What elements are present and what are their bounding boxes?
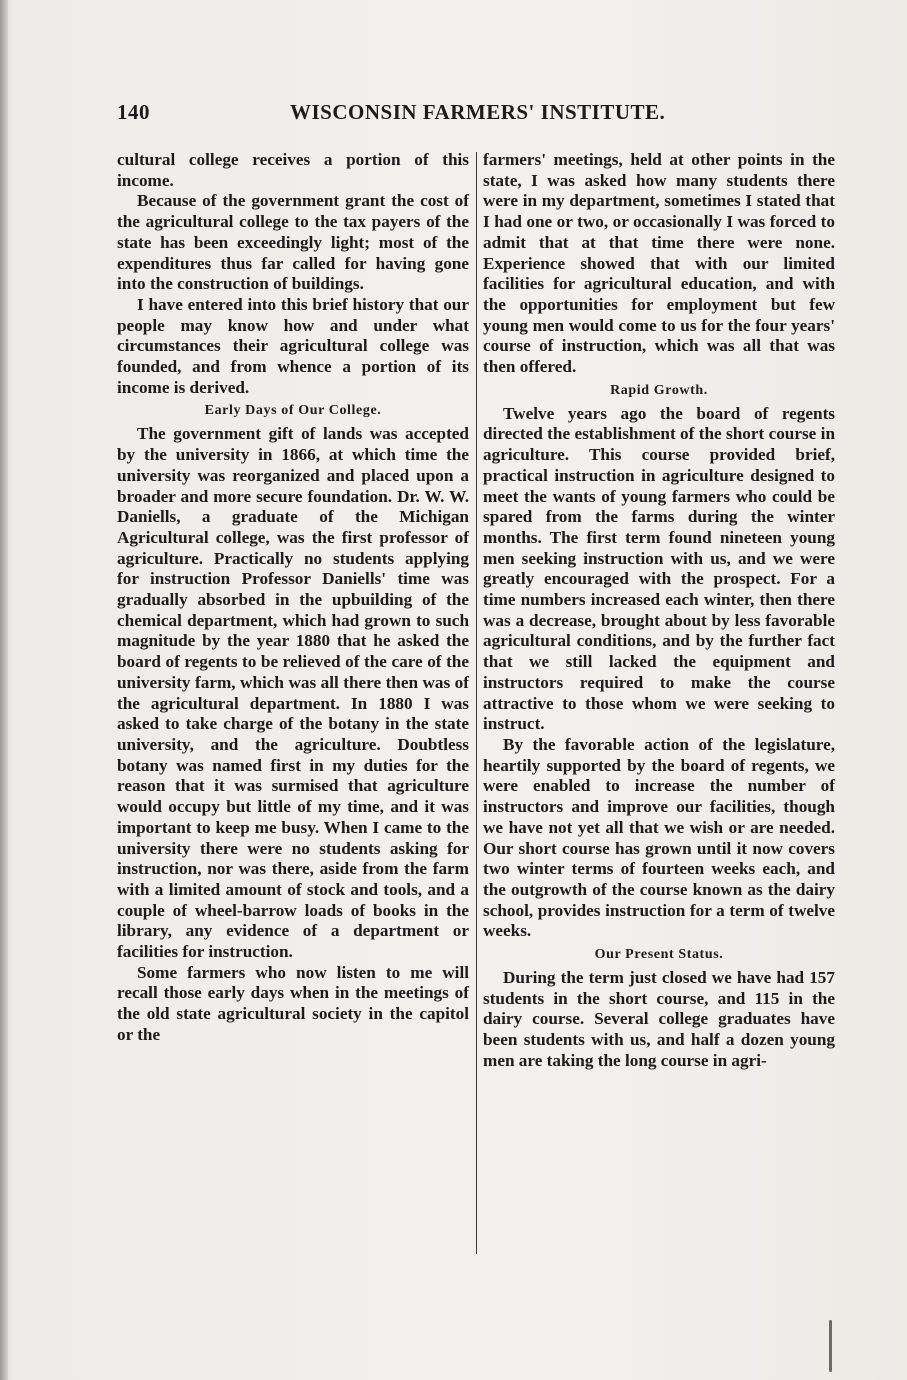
page-edge-shadow — [0, 0, 8, 1380]
paragraph: cultural college receives a portion of this income. — [117, 150, 469, 190]
paragraph: During the term just closed we have had 157 students in the short course, and 115 in the dairy course. Several college graduates have been students with us, and half a dozen young men are taking the long course in agri- — [483, 968, 835, 1070]
right-column — [483, 150, 835, 1072]
paragraph: Some farmers who now listen to me will recall those early days when in the meetings of the old state agricultural society in the capitol or the — [117, 962, 469, 1044]
paragraph: Twelve years ago the board of regents directed the establishment of the short course in agriculture. This course provided brief, practical instruction in agriculture designed to meet the wants of young farmers who could be spared from the farms during the winter months. The first term found nineteen young men seeking instruction with us, and we were greatly encouraged with the prospect. For a time numbers increased each winter, then there was a decrease, brought about by less favorable agricultural conditions, and by the further fact that we still lacked the equipment and instructors required to make the course attractive to those whom we were seeking to instruct. — [483, 403, 835, 734]
scan-mark — [829, 1320, 832, 1372]
column-divider — [476, 152, 477, 1254]
paragraph: The government gift of lands was accepted by the university in 1866, at which time the university was reorganized and placed upon a broader and more secure foundation. Dr. W. W. Daniells, a graduate of the Michigan Agricultural college, was the first professor of agriculture. Practically no students applying for instruction Professor Daniells' time was gradually absorbed in the upbuilding of the chemical department, which had grown to such magnitude by the year 1880 that he asked the board of regents to be relieved of the care of the university farm, which was all there then was of the agricultural department. In 1880 I was asked to take charge of the botany in the state university, and the agriculture. Doubtless botany was named first in my duties for the reason that it was surmised that agriculture would occupy but little of my time, and it was important to keep me busy. When I came to the university there were no students asking for instruction, nor was there, aside from the farm with a limited amount of stock and tools, and a couple of wheel-barrow loads of books in the library, any evidence of a department or facilities for instruction. — [117, 424, 469, 962]
paragraph: I have entered into this brief history that our people may know how and under what circumstances their agricultural college was founded, and from whence a portion of its income is derived. — [117, 294, 469, 397]
paragraph: farmers' meetings, held at other points in the state, I was asked how many students there were in my department, sometimes I stated that I had one or two, or occasionally I was forced to admit that at that time there were none. Experience showed that with our limited facilities for agricultural education, and with the opportunities for employment but few young men would come to us for the four years' course of instruction, which was all that was then offered. — [483, 150, 835, 377]
paragraph: Because of the government grant the cost of the agricultural college to the tax payers of the state has been exceedingly light; most of the expenditures thus far called for having gone into the construction of buildings. — [117, 191, 469, 294]
section-heading: Rapid Growth. — [610, 382, 708, 398]
page-header — [117, 100, 667, 130]
running-title: WISCONSIN FARMERS' INSTITUTE. — [290, 100, 666, 124]
section-heading: Our Present Status. — [594, 947, 724, 963]
section-heading: Early Days of Our College. — [204, 403, 382, 419]
page-number: 140 — [117, 100, 150, 124]
left-column — [117, 150, 469, 1046]
paragraph: By the favorable action of the legislature, heartily supported by the board of regents, we were enabled to increase the number of instructors and improve our facilities, though we have not yet all that we wish or are needed. Our short course has grown until it now covers two winter terms of fourteen weeks each, and the outgrowth of the course known as the dairy school, provides instruction for a term of twelve weeks. — [483, 734, 835, 941]
